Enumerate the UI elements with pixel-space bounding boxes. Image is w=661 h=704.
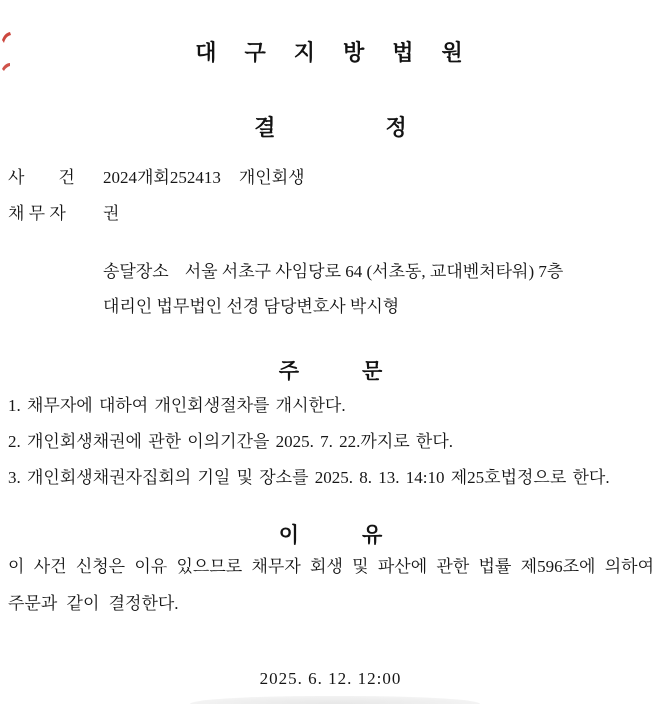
court-name-title: 대 구 지 방 법 원 [195,40,466,65]
reason-paragraph: 이 사건 신청은 이유 있으므로 채무자 회생 및 파산에 관한 법률 제596조에 의하여 주문과 같이 결정한다. [8,557,654,613]
scan-shadow-bar [190,696,480,704]
debtor-label: 채 무 자 [8,204,66,223]
order-item: 3. 개인회생채권자집회의 기일 및 장소를 2025. 8. 13. 14:10 제25호법정으로 한다. [8,468,610,487]
service-address-value: 서울 서초구 사임당로 64 (서초동, 교대벤처타워) 7층 [184,262,564,281]
case-label: 사 건 [8,168,75,187]
decision-datetime: 2025. 6. 12. 12:00 [259,669,402,688]
case-number-row [8,163,305,188]
case-value [103,163,305,188]
order-item: 1. 채무자에 대하여 개인회생절차를 개시한다. [8,396,346,415]
reason-section-heading: 이 유 [278,524,383,547]
debtor-name: 권 [103,204,120,223]
debtor-row [8,199,119,224]
attorney-line: 대리인 법무법인 선경 담당변호사 박시형 [103,297,400,316]
document-type-title: 결 정 [254,115,407,140]
order-item: 2. 개인회생채권에 관한 이의기간을 2025. 7. 22.까지로 한다. [8,432,454,451]
case-type: 개인회생 [238,168,305,187]
order-section-heading: 주 문 [278,360,383,383]
service-address-label: 송달장소 [103,262,169,281]
service-address-line [103,257,563,282]
case-number: 2024개회252413 [103,168,221,187]
